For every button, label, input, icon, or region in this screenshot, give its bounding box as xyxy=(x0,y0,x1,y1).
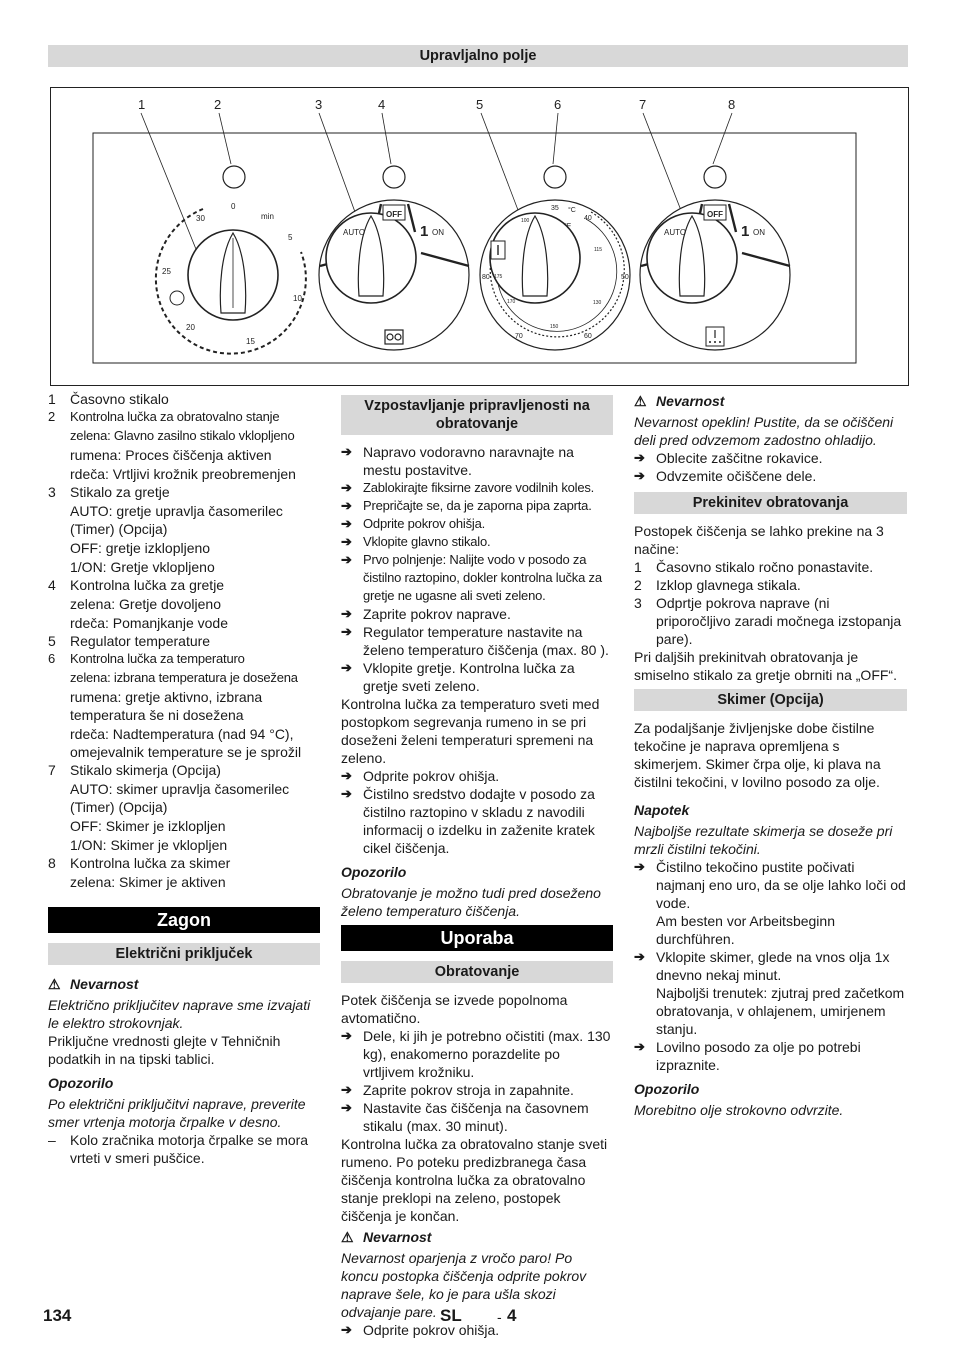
arrow-icon: ➔ xyxy=(341,1100,352,1115)
setup-step xyxy=(341,551,613,605)
skimmer-step xyxy=(634,1038,907,1074)
legend-item xyxy=(48,576,320,594)
thermo-f-175: 175 xyxy=(494,274,503,280)
thermo-tick-50: 50 xyxy=(621,274,629,281)
note-label: Opozorilo xyxy=(634,1081,700,1097)
danger-text: Nevarnost oparjenja z vročo paro! Po koncu postopka čiščenja odprite pokrov naprave šele, ko je para ušla skozi odvajanje pare. xyxy=(341,1250,587,1320)
interrupt-item xyxy=(634,594,907,648)
skimmer-step xyxy=(634,858,907,912)
setup-step-text: Zaprite pokrov naprave. xyxy=(363,606,511,622)
operation-step xyxy=(341,1081,613,1099)
interrupt-item xyxy=(634,558,907,576)
danger-text: Nevarnost opeklin! Pustite, da se očiščeni deli pred odvzemom zadostno ohladijo. xyxy=(634,414,894,448)
skimmer-step xyxy=(634,948,907,984)
setup-step-text: Napravo vodoravno naravnajte na mestu postavitve. xyxy=(363,444,574,478)
subsection-skimmer: Skimer (Opcija) xyxy=(634,689,907,711)
arrow-icon: ➔ xyxy=(341,444,352,459)
arrow-icon: ➔ xyxy=(634,468,645,483)
legend-subitem: rdeča: Pomanjkanje vode xyxy=(70,615,228,631)
section-header-control-panel xyxy=(48,45,908,67)
legend-item xyxy=(48,761,320,779)
note-label: Opozorilo xyxy=(48,1075,114,1091)
danger-label xyxy=(634,392,907,410)
danger-label xyxy=(341,1228,613,1246)
setup-step xyxy=(341,443,613,479)
removal-step xyxy=(634,449,907,467)
open-cover-step-text: Odprite pokrov ohišja. xyxy=(363,1322,500,1338)
danger-label-text: Nevarnost xyxy=(70,976,139,992)
legend-subitem: zelena: Glavno zasilno stikalo vklopljeno xyxy=(70,428,295,443)
legend-item xyxy=(48,390,320,408)
setup-step-text: Prvo polnjenje: Nalijte vodo v posodo za čistilno raztopino, dokler kontrolna lučka za gretje ne ugasne ali sveti zeleno. xyxy=(363,552,602,603)
detergent-step-text: Čistilno sredstvo dodajte v posodo za čistilno raztopino v skladu z navodili informacij o izdelku in zaženite kratek cikel čiščenja. xyxy=(363,786,595,856)
skimmer-step-text: Čistilno tekočino pustite počivati najmanj eno uro, da se olje lahko loči od vode. xyxy=(656,859,906,911)
setup-step xyxy=(341,659,613,695)
interrupt-text: Izklop glavnega stikala. xyxy=(656,577,801,593)
column-2 xyxy=(341,395,613,1339)
note-text: Po električni priključitvi naprave, preverite smer vrtenja motorja črpalke v desno. xyxy=(48,1096,306,1130)
danger-label xyxy=(48,975,320,993)
skimmer-on-label: ON xyxy=(753,228,765,237)
interrupt-item xyxy=(634,576,907,594)
legend-subitem: AUTO: gretje upravlja časomerilec (Timer) (Opcija) xyxy=(70,503,283,537)
removal-step-text: Oblecite zaščitne rokavice. xyxy=(656,450,823,466)
column-3 xyxy=(634,390,907,1119)
callout-8: 8 xyxy=(728,97,736,112)
legend-subitem: 1/ON: Gretje vklopljeno xyxy=(70,559,215,575)
legend-number: 3 xyxy=(48,484,56,500)
connection-paragraph: Priključne vrednosti glejte v Tehničnih podatkih in na tipski tablici. xyxy=(48,1033,281,1067)
arrow-icon: ➔ xyxy=(341,606,352,621)
thermo-f-115: 115 xyxy=(594,247,602,253)
heating-switch-knob[interactable] xyxy=(319,200,469,350)
tip-text: Najboljše rezultate skimerja se doseže pri mrzli čistilni tekočini. xyxy=(634,823,893,857)
page-number: 134 xyxy=(43,1306,72,1325)
control-panel-figure xyxy=(50,87,909,386)
note-text: Obratovanje je možno tudi pred doseženo želeno temperaturo čiščenja. xyxy=(341,885,601,919)
note-label: Opozorilo xyxy=(341,864,407,880)
open-cover-step xyxy=(341,1321,613,1339)
arrow-icon: ➔ xyxy=(341,498,352,513)
arrow-icon: ➔ xyxy=(341,1028,352,1043)
temperature-regulator-knob[interactable] xyxy=(480,200,630,350)
status-paragraph: Kontrolna lučka za obratovalno stanje sveti rumeno. Po poteku predizbranega časa čiščenja kontrolna lučka za obratovalno stanje preklopi na zeleno, postopek čiščenja je končan. xyxy=(341,1136,608,1224)
thermo-unit-c: °C xyxy=(568,207,576,214)
callout-7: 7 xyxy=(639,97,647,112)
detergent-step-text: Odprite pokrov ohišja. xyxy=(363,768,500,784)
warning-icon: ⚠ xyxy=(634,393,647,409)
legend-subitem: AUTO: skimer upravlja časomerilec (Timer) (Opcija) xyxy=(70,781,290,815)
legend-subitem: rumena: Proces čiščenja aktiven xyxy=(70,447,272,463)
setup-step-text: Zablokirajte fiksirne zavore vodilnih koles. xyxy=(363,480,595,495)
legend-subitem: zelena: Gretje dovoljeno xyxy=(70,596,221,612)
interrupt-number: 3 xyxy=(634,595,642,611)
thermo-tick-60: 60 xyxy=(584,333,592,340)
setup-step xyxy=(341,533,613,551)
skimmer-off-label: OFF xyxy=(707,210,723,219)
warning-icon: ⚠ xyxy=(341,1229,354,1245)
heating-on-number: 1 xyxy=(420,223,429,240)
callout-2: 2 xyxy=(214,97,222,112)
thermo-tick-35: 35 xyxy=(551,205,559,212)
skimmer-step-extra: Am besten vor Arbeitsbeginn durchführen. xyxy=(656,913,835,947)
removal-step xyxy=(634,467,907,485)
thermo-tick-40: 40 xyxy=(584,215,592,222)
language-code: SL xyxy=(440,1306,462,1325)
skimmer-step-text: Vklopite skimer, glede na vnos olja 1x dnevno nekaj minut. xyxy=(656,949,890,983)
clock-icon xyxy=(170,291,184,305)
skimmer-lamp xyxy=(704,166,726,188)
interrupt-text: Odprtje pokrova naprave (ni priporočljivo zaradi močnega izstopanja pare). xyxy=(656,595,902,647)
setup-step xyxy=(341,605,613,623)
thermo-f-170: 170 xyxy=(507,299,516,305)
danger-label-text: Nevarnost xyxy=(656,393,725,409)
timer-tick-30: 30 xyxy=(196,214,205,223)
danger-label-text: Nevarnost xyxy=(363,1229,432,1245)
arrow-icon: ➔ xyxy=(634,949,645,964)
detergent-step xyxy=(341,767,613,785)
operation-step-text: Zaprite pokrov stroja in zapahnite. xyxy=(363,1082,574,1098)
dash-item xyxy=(48,1131,320,1167)
skimmer-step-extra: Najboljši trenutek: zjutraj pred začetkom obratovanja, v ohlajenem, umirjenem stanju. xyxy=(656,985,905,1037)
timer-tick-10: 10 xyxy=(293,294,302,303)
arrow-icon: ➔ xyxy=(341,768,352,783)
callout-4: 4 xyxy=(378,97,386,112)
legend-number: 5 xyxy=(48,633,56,649)
subsection-electrical-connection: Električni priključek xyxy=(48,943,320,965)
legend-text: Regulator temperature xyxy=(70,633,211,649)
skimmer-switch-knob[interactable] xyxy=(640,200,790,350)
arrow-icon: ➔ xyxy=(634,1039,645,1054)
interrupt-note-paragraph: Pri daljših prekinitvah obratovanja je smiselno stikalo za gretje obrniti na „OFF“. xyxy=(634,649,897,683)
setup-step-text: Vklopite glavno stikalo. xyxy=(363,534,491,549)
legend-text: Časovno stikalo xyxy=(70,391,169,407)
warning-icon: ⚠ xyxy=(48,976,61,992)
arrow-icon: ➔ xyxy=(341,1082,352,1097)
operation-step xyxy=(341,1099,613,1135)
thermo-f-130: 130 xyxy=(593,300,602,306)
legend-subitem: rumena: gretje aktivno, izbrana temperatura še ni dosežena xyxy=(70,689,263,723)
callout-3: 3 xyxy=(315,97,323,112)
timer-tick-25: 25 xyxy=(162,267,171,276)
operation-paragraph: Potek čiščenja se izvede popolnoma avtomatično. xyxy=(341,992,568,1026)
legend-subitem: OFF: Skimer je izklopljen xyxy=(70,818,226,834)
legend-text: Kontrolna lučka za gretje xyxy=(70,577,225,593)
setup-step xyxy=(341,623,613,659)
skimmer-auto-label: AUTO xyxy=(664,228,687,237)
legend-number: 4 xyxy=(48,577,56,593)
interrupt-number: 2 xyxy=(634,577,642,593)
skimmer-icon xyxy=(706,327,724,346)
legend-text: Stikalo za gretje xyxy=(70,484,170,500)
setup-step-text: Vklopite gretje. Kontrolna lučka za gretje sveti zeleno. xyxy=(363,660,575,694)
footer-subpage: 4 xyxy=(507,1306,517,1325)
legend-number: 6 xyxy=(48,651,56,666)
heating-off-label: OFF xyxy=(386,210,402,219)
interrupt-number: 1 xyxy=(634,559,642,575)
legend-number: 7 xyxy=(48,762,56,778)
timer-tick-min: min xyxy=(261,212,274,221)
interrupt-paragraph: Postopek čiščenja se lahko prekine na 3 načine: xyxy=(634,523,884,557)
arrow-icon: ➔ xyxy=(341,480,352,495)
operation-step-text: Nastavite čas čiščenja na časovnem stikalu (max. 30 minut). xyxy=(363,1100,589,1134)
legend-item xyxy=(48,483,320,501)
thermo-unit-f: °F xyxy=(564,223,572,230)
callout-5: 5 xyxy=(476,97,484,112)
arrow-icon: ➔ xyxy=(341,624,352,639)
interrupt-text: Časovno stikalo ročno ponastavite. xyxy=(656,559,874,575)
tip-label: Napotek xyxy=(634,802,690,818)
skimmer-on-number: 1 xyxy=(741,223,750,240)
legend-subitem: 1/ON: Skimer je vklopljen xyxy=(70,837,228,853)
legend-number: 8 xyxy=(48,855,56,871)
legend-subitem: zelena: izbrana temperatura je dosežena xyxy=(70,670,298,685)
timer-tick-15: 15 xyxy=(246,337,255,346)
footer-separator: - xyxy=(497,1309,502,1325)
header-title: Upravljalno polje xyxy=(419,48,537,64)
timer-tick-0: 0 xyxy=(231,202,236,211)
subsection-ready-for-operation: Vzpostavljanje pripravljenosti na obratovanje xyxy=(341,395,613,435)
legend-number: 1 xyxy=(48,391,56,407)
legend-item xyxy=(48,632,320,650)
removal-step-text: Odvzemite očiščene dele. xyxy=(656,468,817,484)
thermo-f-150: 150 xyxy=(550,324,559,330)
section-title-zagon: Zagon xyxy=(48,907,320,933)
temperature-paragraph: Kontrolna lučka za temperaturo sveti med postopkom segrevanja rumeno in se pri doseženi želeni temperaturi spremeni na zeleno. xyxy=(341,696,600,766)
timer-tick-20: 20 xyxy=(186,323,195,332)
subsection-interrupt-operation: Prekinitev obratovanja xyxy=(634,492,907,514)
thermo-tick-70: 70 xyxy=(515,333,523,340)
arrow-icon: ➔ xyxy=(341,1322,352,1337)
legend-text: Stikalo skimerja (Opcija) xyxy=(70,762,221,778)
temperature-lamp xyxy=(544,166,566,188)
thermo-f-100: 100 xyxy=(521,218,530,224)
setup-step xyxy=(341,515,613,533)
skimmer-paragraph: Za podaljšanje življenjske dobe čistilne tekočine je naprava opremljena s skimerjem. Skimer črpa olje, ki plava na čistilni tekočini, v lovilno posodo za olje. xyxy=(634,720,881,790)
control-panel-illustration xyxy=(51,88,908,385)
legend-subitem: zelena: Skimer je aktiven xyxy=(70,874,226,890)
column-1 xyxy=(48,390,320,1167)
legend-item xyxy=(48,408,320,426)
legend-item xyxy=(48,854,320,872)
detergent-step xyxy=(341,785,613,857)
note-text: Morebitno olje strokovno odvrzite. xyxy=(634,1102,844,1118)
callout-1: 1 xyxy=(138,97,146,112)
setup-step-text: Regulator temperature nastavite na želeno temperaturo čiščenja (max. 80 ). xyxy=(363,624,609,658)
setup-step-text: Prepričajte se, da je zaporna pipa zaprta. xyxy=(363,498,592,513)
callout-6: 6 xyxy=(554,97,562,112)
legend-text: Kontrolna lučka za obratovalno stanje xyxy=(70,409,280,424)
heating-auto-label: AUTO xyxy=(343,228,366,237)
arrow-icon: ➔ xyxy=(634,859,645,874)
legend-item xyxy=(48,650,320,668)
legend-subitem: OFF: gretje izklopljeno xyxy=(70,540,211,556)
legend-subitem: rdeča: Nadtemperatura (nad 94 °C), omejevalnik temperature se je sprožil xyxy=(70,726,302,760)
thermo-tick-80: 80 xyxy=(482,274,490,281)
operation-step xyxy=(341,1027,613,1081)
subsection-operation: Obratovanje xyxy=(341,961,613,983)
heating-on-label: ON xyxy=(432,228,444,237)
danger-text: Električno priključitev naprave sme izvajati le elektro strokovnjak. xyxy=(48,997,311,1031)
setup-step-text: Odprite pokrov ohišja. xyxy=(363,516,486,531)
arrow-icon: ➔ xyxy=(341,534,352,549)
legend-text: Kontrolna lučka za temperaturo xyxy=(70,651,245,666)
arrow-icon: ➔ xyxy=(341,660,352,675)
legend-text: Kontrolna lučka za skimer xyxy=(70,855,231,871)
dash-item-text: Kolo zračnika motorja črpalke se mora vrteti v smeri puščice. xyxy=(70,1132,309,1166)
arrow-icon: ➔ xyxy=(341,552,352,567)
arrow-icon: ➔ xyxy=(634,450,645,465)
legend-subitem: rdeča: Vrtljivi krožnik preobremenjen xyxy=(70,466,296,482)
heating-lamp xyxy=(383,166,405,188)
timer-tick-5: 5 xyxy=(288,233,293,242)
timer-knob[interactable] xyxy=(156,202,306,354)
setup-step xyxy=(341,479,613,497)
legend-number: 2 xyxy=(48,409,56,424)
operation-step-text: Dele, ki jih je potrebno očistiti (max. 130 kg), enakomerno porazdelite po vrtljivem krožniku. xyxy=(363,1028,611,1080)
setup-step xyxy=(341,497,613,515)
section-title-uporaba: Uporaba xyxy=(341,925,613,951)
dash-icon: – xyxy=(48,1132,56,1148)
arrow-icon: ➔ xyxy=(341,786,352,801)
arrow-icon: ➔ xyxy=(341,516,352,531)
skimmer-step-text: Lovilno posodo za olje po potrebi izpraznite. xyxy=(656,1039,861,1073)
operating-status-lamp xyxy=(223,166,245,188)
